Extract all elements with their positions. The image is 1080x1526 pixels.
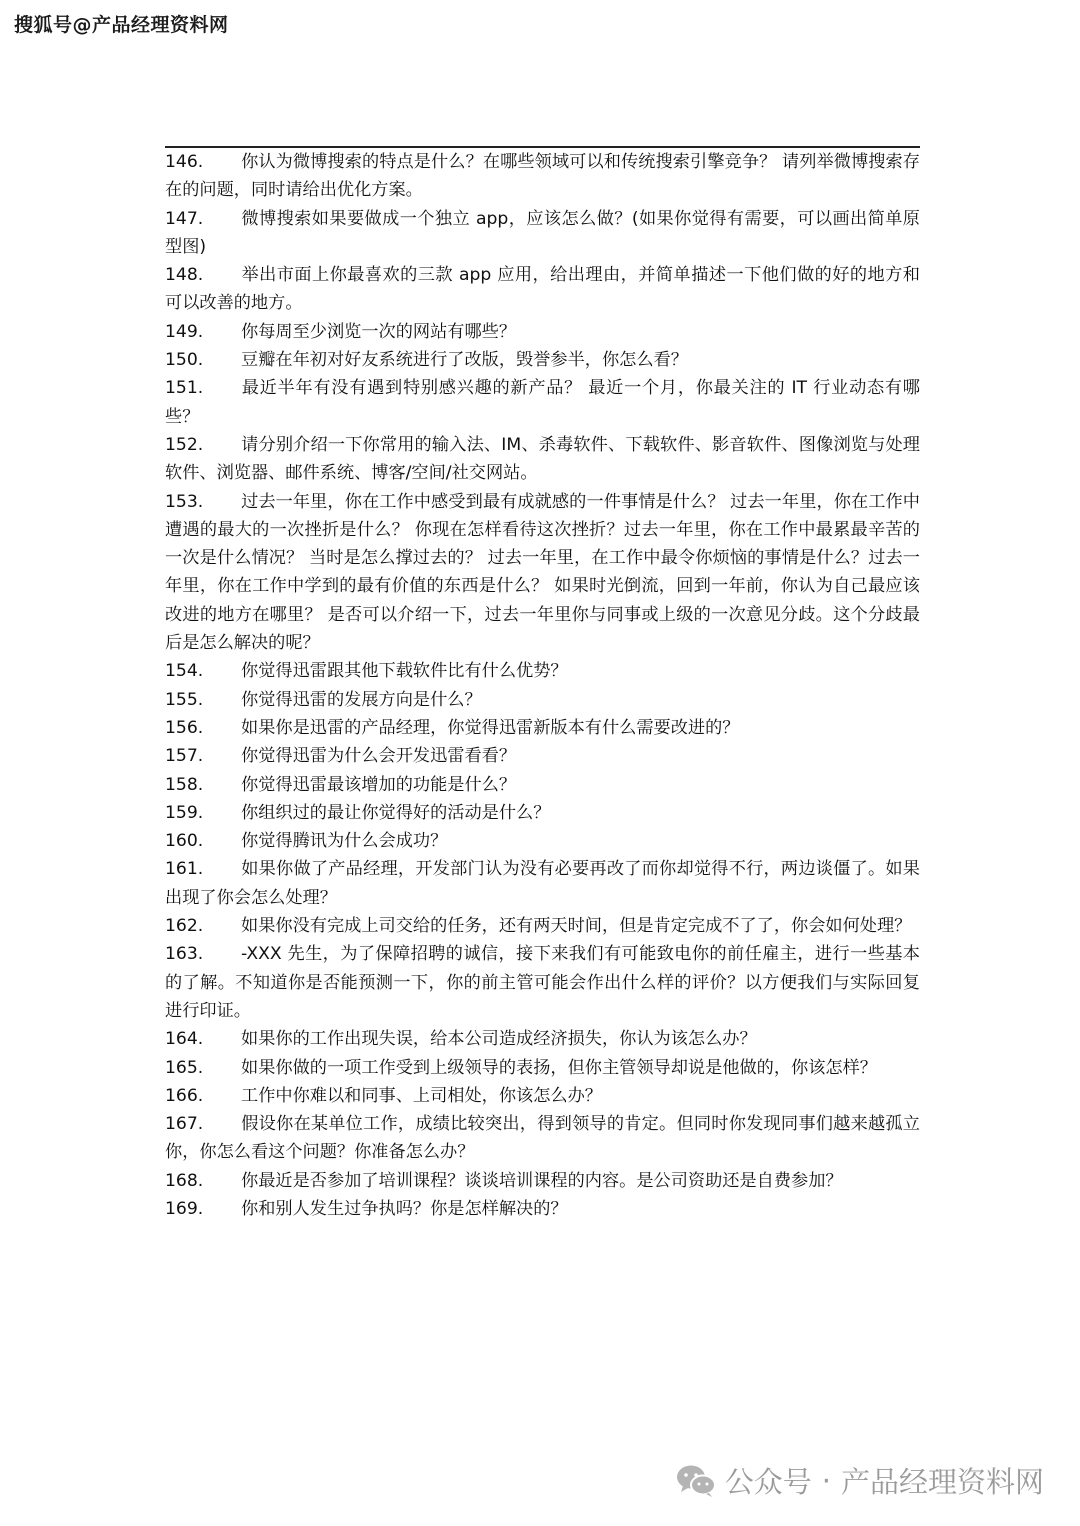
question-text: 如果你做的一项工作受到上级领导的表扬，但你主管领导却说是他做的，你该怎样？ [241,1057,877,1078]
question-item [165,1195,920,1223]
question-text: 你觉得迅雷的发展方向是什么？ [241,689,482,710]
question-number: 157. [165,746,204,767]
question-number: 166. [165,1085,204,1106]
question-text: 你组织过的最让你觉得好的活动是什么？ [241,802,551,823]
question-text: 如果你做了产品经理，开发部门认为没有必要再改了而你却觉得不行，两边谈僵了。如果出现了你会怎么处理？ [165,859,920,908]
question-text: 你每周至少浏览一次的网站有哪些？ [241,321,517,342]
question-item [165,261,920,318]
question-text: 你觉得迅雷为什么会开发迅雷看看？ [241,746,517,767]
question-list [165,148,920,1223]
question-item [165,827,920,855]
question-number: 155. [165,689,204,710]
question-number: 169. [165,1198,204,1219]
question-number: 165. [165,1057,204,1078]
question-text: -XXX 先生，为了保障招聘的诚信，接下来我们有可能致电你的前任雇主，进行一些基本的了解。不知道你是否能预测一下，你的前主管可能会作出什么样的评价？以方便我们与实际回复进行印证。 [165,944,920,1021]
question-text: 举出市面上你最喜欢的三款 app 应用，给出理由，并简单描述一下他们做的好的地方和可以改善的地方。 [165,265,920,314]
question-item [165,1167,920,1195]
question-item [165,940,920,1025]
question-number: 148. [165,265,204,286]
question-text: 微博搜索如果要做成一个独立 app，应该怎么做？(如果你觉得有需要，可以画出简单原型图) [165,208,920,257]
question-item [165,1110,920,1167]
question-text: 过去一年里，你在工作中感受到最有成就感的一件事情是什么？ 过去一年里，你在工作中遭遇的最大的一次挫折是什么？ 你现在怎样看待这次挫折？过去一年里，你在工作中最累最辛苦的一次是什么情况？ 当时是怎么撑过去的？ 过去一年里，在工作中最令你烦恼的事情是什么？过去一年里，你在工作中学到的最有价值的东西是什么？ 如果时光倒流，回到一年前，你认为自己最应该改进的地方在哪里？ 是否可以介绍一下，过去一年里你与同事或上级的一次意见分歧。这个分歧最后是怎么解决的呢？ [165,491,920,654]
question-number: 154. [165,661,204,682]
sohu-watermark: 搜狐号@产品经理资料网 [14,14,229,36]
question-item [165,1082,920,1110]
question-item [165,912,920,940]
question-text: 豆瓣在年初对好友系统进行了改版，毁誉参半，你怎么看？ [241,350,688,371]
question-number: 149. [165,321,204,342]
question-text: 工作中你难以和同事、上司相处，你该怎么办？ [241,1085,602,1106]
wechat-icon [675,1463,717,1499]
question-number: 163. [165,944,204,965]
question-item [165,1054,920,1082]
question-item [165,488,920,658]
question-number: 146. [165,152,204,172]
question-item [165,148,920,205]
question-text: 你最近是否参加了培训课程？谈谈培训课程的内容。是公司资助还是自费参加？ [241,1170,843,1191]
question-number: 151. [165,378,204,399]
question-item [165,799,920,827]
question-number: 161. [165,859,204,880]
question-item [165,855,920,912]
question-item [165,374,920,431]
question-number: 150. [165,350,204,371]
question-number: 164. [165,1029,204,1050]
footer-label: 公众号 [724,1465,812,1499]
footer-separator: · [821,1463,831,1498]
question-text: 最近半年有没有遇到特别感兴趣的新产品？ 最近一个月，你最关注的 IT 行业动态有哪些？ [165,378,920,427]
question-text: 你觉得迅雷跟其他下载软件比有什么优势？ [241,661,568,682]
question-text: 假设你在某单位工作，成绩比较突出，得到领导的肯定。但同时你发现同事们越来越孤立你，你怎么看这个问题？你准备怎么办？ [165,1114,920,1163]
question-number: 162. [165,916,204,937]
question-text: 请分别介绍一下你常用的输入法、IM、杀毒软件、下载软件、影音软件、图像浏览与处理软件、浏览器、邮件系统、博客/空间/社交网站。 [165,434,920,484]
question-item [165,431,920,488]
footer-account-name: 产品经理资料网 [840,1465,1044,1499]
question-item [165,657,920,685]
question-text: 你觉得迅雷最该增加的功能是什么？ [241,774,517,795]
question-number: 159. [165,802,204,823]
question-text: 如果你是迅雷的产品经理，你觉得迅雷新版本有什么需要改进的？ [241,717,740,738]
question-number: 153. [165,491,204,512]
question-item [165,686,920,714]
question-item [165,771,920,799]
question-item [165,205,920,262]
question-item [165,318,920,346]
question-text: 如果你的工作出现失误，给本公司造成经济损失，你认为该怎么办？ [241,1029,757,1050]
question-number: 156. [165,717,204,738]
question-item [165,714,920,742]
question-text: 你和别人发生过争执吗？你是怎样解决的？ [241,1198,568,1219]
question-text: 如果你没有完成上司交给的任务，还有两天时间，但是肯定完成不了了，你会如何处理？ [241,916,912,937]
footer-watermark [675,1460,1044,1501]
question-text: 你认为微博搜索的特点是什么？在哪些领域可以和传统搜索引擎竞争？ 请列举微博搜索存在的问题，同时请给出优化方案。 [165,152,920,201]
question-number: 158. [165,774,204,795]
question-number: 168. [165,1170,204,1191]
question-number: 167. [165,1114,204,1135]
question-number: 152. [165,434,204,455]
question-number: 147. [165,208,204,229]
question-item [165,346,920,374]
question-text: 你觉得腾讯为什么会成功？ [241,831,448,852]
question-item [165,1025,920,1053]
question-number: 160. [165,831,204,852]
question-item [165,742,920,770]
